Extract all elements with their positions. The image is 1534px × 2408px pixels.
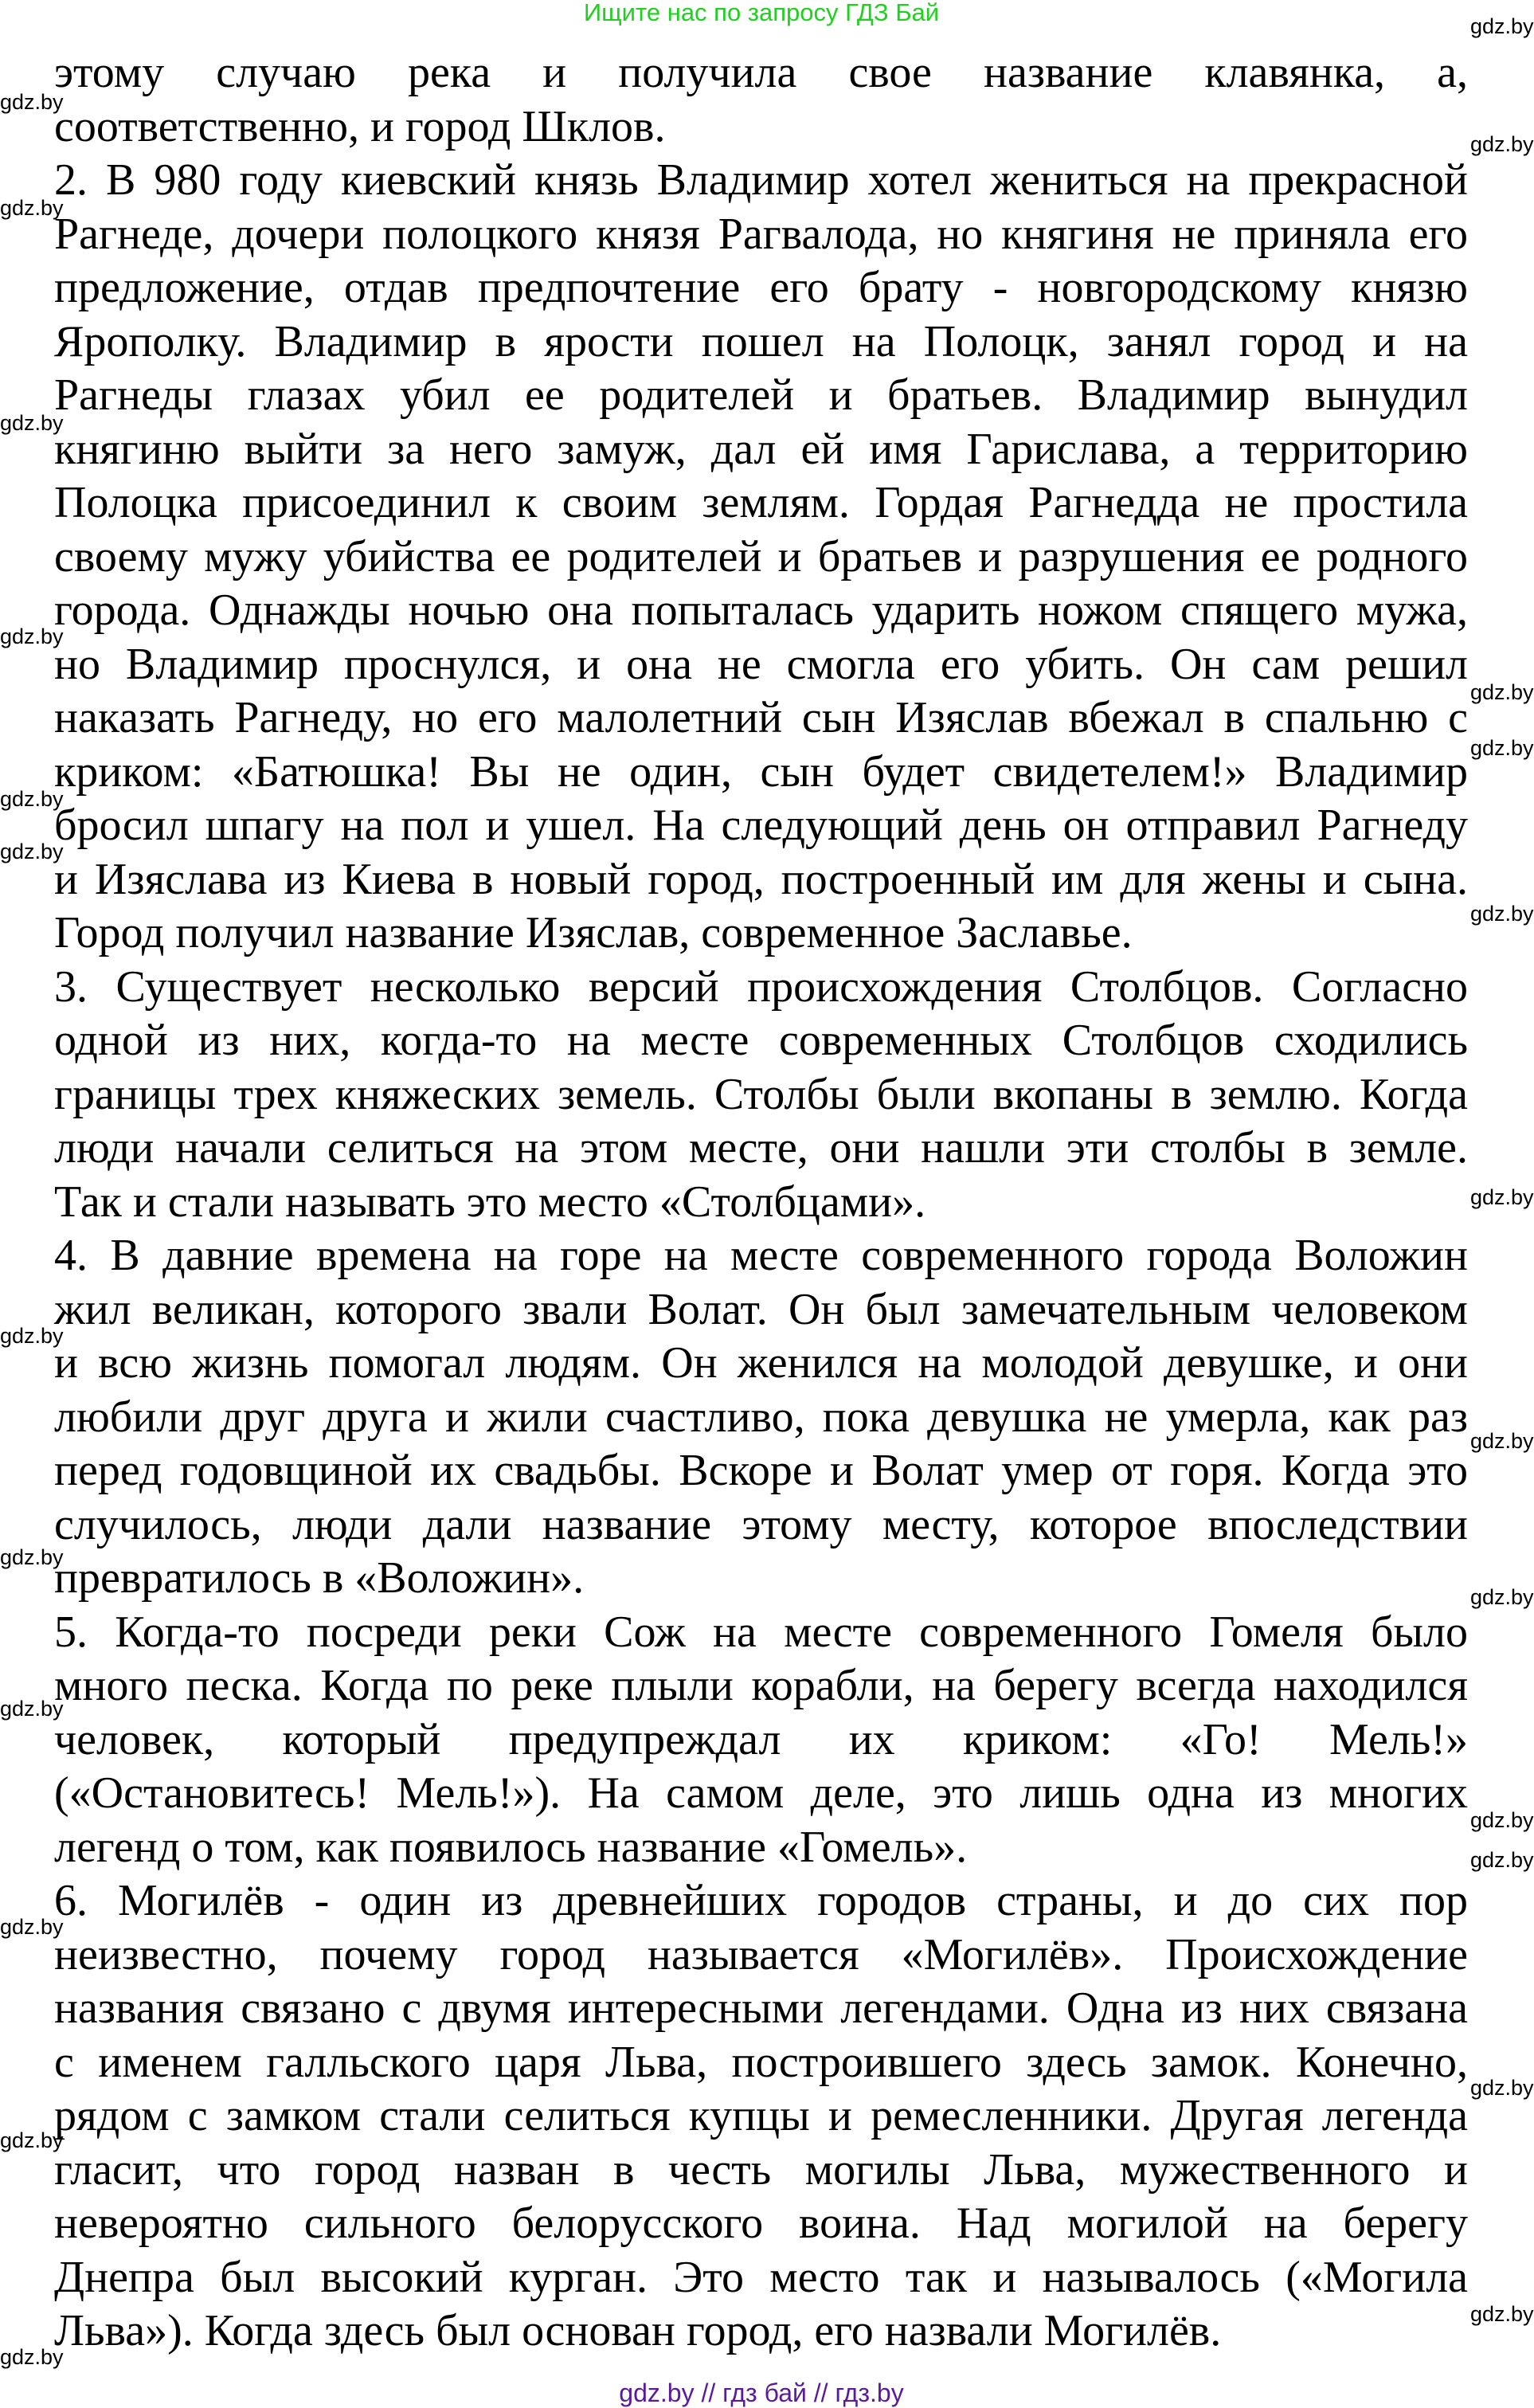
text-line: Рагнеды глазах убил ее родителей и братьев. Владимир вынудил [54,370,1468,420]
watermark-text: gdz.by [1470,1585,1534,1609]
watermark-text: gdz.by [0,840,64,863]
watermark-text: gdz.by [1470,736,1534,760]
watermark-text: gdz.by [0,411,64,435]
text-line: 6. Могилёв - один из древнейших городов страны, и до сих пор [54,1876,1468,1925]
text-line: превратилось в «Воложин». [54,1553,585,1603]
watermark-text: gdz.by [0,1697,64,1721]
text-line: гласит, что город назван в честь могилы Льва, мужественного и [54,2144,1468,2195]
watermark-text: gdz.by [0,1324,64,1348]
watermark-text: gdz.by [1470,902,1534,926]
footer-links[interactable]: gdz.by // гдз бай // гдз.by [619,2379,904,2407]
text-line: одной из них, когда-то на месте современных Столбцов сходились [54,1016,1468,1065]
text-line: («Остановитесь! Мель!»). На самом деле, это лишь одна из многих [54,1768,1468,1818]
watermark-text: gdz.by [1470,680,1534,704]
text-line: 2. В 980 году киевский князь Владимир хотел жениться на прекрасной [54,155,1468,205]
text-line: предложение, отдав предпочтение его брату - новгородскому князю [54,263,1468,312]
watermark-text: gdz.by [1470,1808,1534,1832]
watermark-text: gdz.by [1470,132,1534,156]
text-line: но Владимир проснулся, и она не смогла его убить. Он сам решил [54,639,1468,689]
watermark-text: gdz.by [1470,1185,1534,1209]
watermark-text: gdz.by [0,196,64,220]
watermark-text: gdz.by [1470,1429,1534,1453]
watermark-text: gdz.by [0,787,64,811]
watermark-text: gdz.by [0,625,64,648]
text-line: Ярополку. Владимир в ярости пошел на Полоцк, занял город и на [54,316,1468,366]
text-line: 3. Существует несколько версий происхождения Столбцов. Согласно [54,961,1468,1012]
text-line: жил великан, которого звали Волат. Он был замечательным человеком [54,1284,1468,1334]
text-line: человек, который предупреждал их криком: «Го! Мель!» [54,1714,1468,1764]
text-line: люди начали селиться на этом месте, они нашли эти столбы в земле. [54,1123,1468,1173]
watermark-text: gdz.by [0,2345,64,2369]
text-line: Город получил название Изяслав, современное Заславье. [54,908,1133,957]
watermark-text: gdz.by [0,1915,64,1939]
text-line: перед годовщиной их свадьбы. Вскоре и Волат умер от горя. Когда это [54,1446,1468,1495]
text-line: своему мужу убийства ее родителей и братьев и разрушения ее родного [54,531,1468,581]
document-body [54,46,1468,2359]
text-line: Полоцка присоединил к своим землям. Гордая Рагнедда не простила [54,478,1468,527]
watermark-text: gdz.by [1470,1848,1534,1872]
text-line: названия связано с двумя интересными легендами. Одна из них связана [54,1983,1468,2033]
text-line: этому случаю река и получила свое название клавянка, а, [54,48,1468,97]
text-line: границы трех княжеских земель. Столбы были вкопаны в землю. Когда [54,1069,1468,1119]
text-line: любили друг друга и жили счастливо, пока девушка не умерла, как раз [54,1392,1468,1442]
text-line: легенд о том, как появилось название «Гомель». [54,1822,968,1872]
text-line: княгиню выйти за него замуж, дал ей имя Гарислава, а территорию [54,424,1468,474]
text-line: Так и стали называть это место «Столбцами». [54,1177,926,1227]
watermark-text: gdz.by [0,1545,64,1569]
text-line: невероятно сильного белорусского воина. Над могилой на берегу [54,2199,1468,2248]
text-line: наказать Рагнеду, но его малолетний сын Изяслав вбежал в спальню с [54,693,1468,742]
text-line: 5. Когда-то посреди реки Сож на месте современного Гомеля было [54,1607,1468,1657]
search-banner: Ищите нас по запросу ГДЗ Бай [583,0,940,26]
text-line: неизвестно, почему город называется «Могилёв». Происхождение [54,1929,1468,1979]
text-line: криком: «Батюшка! Вы не один, сын будет свидетелем!» Владимир [54,746,1468,797]
text-line: Днепра был высокий курган. Это место так и называлось («Могила [54,2252,1468,2302]
text-line: Рагнеде, дочери полоцкого князя Рагвалода, но княгиня не приняла его [54,209,1468,259]
text-line: бросил шпагу на пол и ушел. На следующий день он отправил Рагнеду [54,801,1468,850]
watermark-text: gdz.by [0,90,64,114]
text-line: и всю жизнь помогал людям. Он женился на молодой девушке, и они [54,1338,1468,1388]
watermark-text: gdz.by [1470,2302,1534,2326]
text-line: много песка. Когда по реке плыли корабли, на берегу всегда находился [54,1661,1468,1710]
watermark-text: gdz.by [1470,14,1534,38]
text-line: и Изяслава из Киева в новый город, построенный им для жены и сына. [54,854,1468,904]
watermark-text: gdz.by [0,2128,64,2152]
text-line: случилось, люди дали название этому месту, которое впоследствии [54,1499,1468,1549]
text-line: соответственно, и город Шклов. [54,101,666,151]
text-line: города. Однажды ночью она попыталась ударить ножом спящего мужа, [54,585,1468,635]
text-line: 4. В давние времена на горе на месте современного города Воложин [54,1231,1468,1280]
watermark-text: gdz.by [1470,2076,1534,2100]
text-line: рядом с замком стали селиться купцы и ремесленники. Другая легенда [54,2091,1468,2140]
text-line: с именем галльского царя Льва, построившего здесь замок. Конечно, [54,2037,1468,2087]
text-line: Льва»). Когда здесь был основан город, его назвали Могилёв. [54,2306,1222,2355]
